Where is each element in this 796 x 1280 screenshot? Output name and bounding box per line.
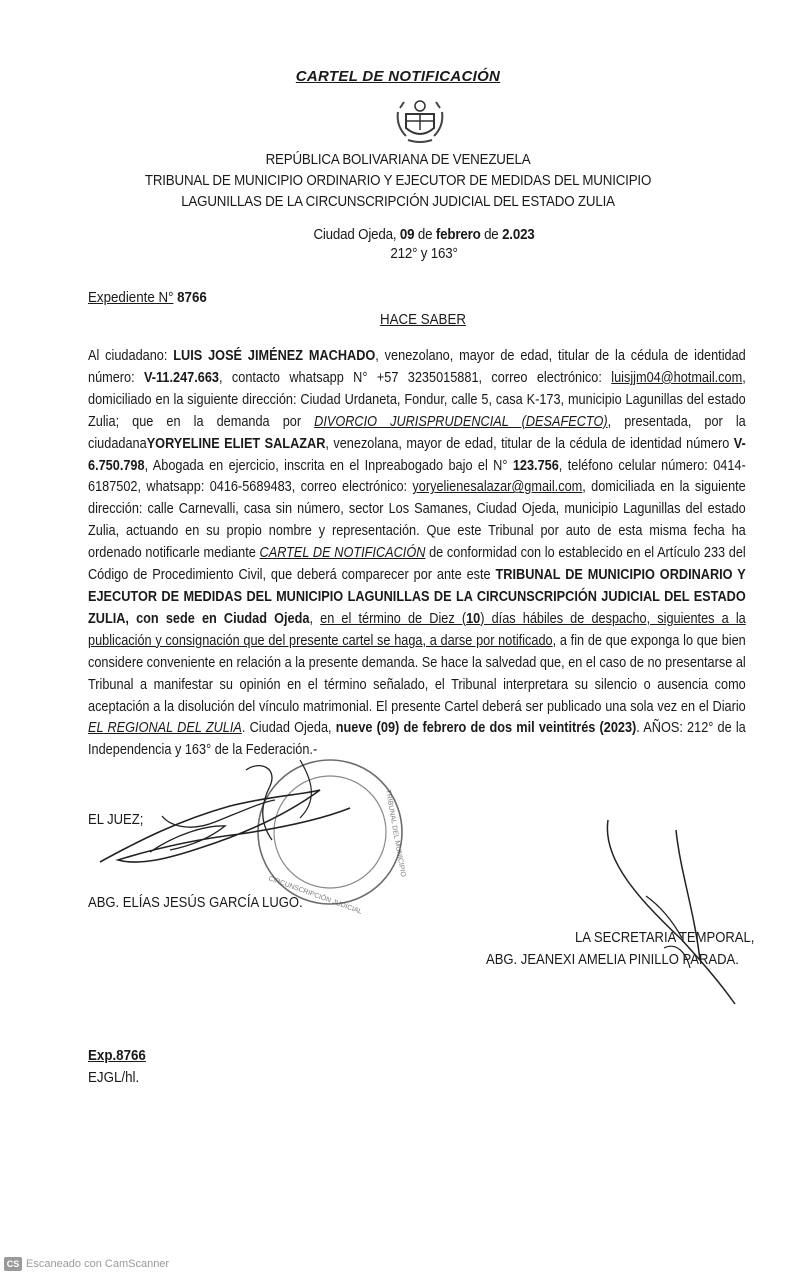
svg-text:TRIBUNAL DEL MUNICIPIO: TRIBUNAL DEL MUNICIPIO <box>384 789 407 878</box>
header-line-1: REPÚBLICA BOLIVARIANA DE VENEZUELA <box>265 152 531 168</box>
judge-name: ABG. ELÍAS JESÚS GARCÍA LUGO. <box>88 895 303 911</box>
document-title: CARTEL DE NOTIFICACIÓN <box>295 68 501 85</box>
secretary-name: ABG. JEANEXI AMELIA PINILLO PARADA. <box>486 952 739 968</box>
claimant-id: V-6.750.798 <box>88 435 746 474</box>
closing-date: nueve (09) de febrero de dos mil veintitrés (2023) <box>335 720 637 737</box>
inpre-number: 123.756 <box>512 457 559 474</box>
citizen-id: V-11.247.663 <box>144 369 220 386</box>
reference-expediente: Exp.8766 <box>88 1048 146 1064</box>
scanner-watermark <box>4 1257 169 1271</box>
juez-label: EL JUEZ; <box>88 812 144 828</box>
scanner-text: Escaneado con CamScanner <box>26 1258 170 1270</box>
svg-text:CIRCUNSCRIPCIÓN JUDICIAL: CIRCUNSCRIPCIÓN JUDICIAL <box>267 875 363 916</box>
citizen-name: LUIS JOSÉ JIMÉNEZ MACHADO <box>173 348 376 364</box>
expediente: Expediente N° 8766 <box>88 290 207 306</box>
newspaper-name: EL REGIONAL DEL ZULIA <box>88 720 242 737</box>
hace-saber-heading: HACE SABER <box>379 312 466 328</box>
claimant-email: yoryelienesalazar@gmail.com <box>412 479 583 496</box>
camscanner-icon: CS <box>4 1257 22 1271</box>
coat-of-arms-icon <box>392 92 448 148</box>
header-date: Ciudad Ojeda, 09 de febrero de 2.023 <box>313 227 535 243</box>
secretary-label: LA SECRETARIA TEMPORAL, <box>575 930 755 946</box>
case-type: DIVORCIO JURISPRUDENCIAL (DESAFECTO) <box>314 413 608 430</box>
term-clause: en el término de Diez (10) días hábiles de despacho, siguientes a la publicación y consignación que del presente cartel se haga, a darse por notificado <box>88 610 746 649</box>
cartel-term: CARTEL DE NOTIFICACIÓN <box>259 545 426 562</box>
header-years: 212° y 163° <box>390 246 458 262</box>
reference-initials: EJGL/hl. <box>88 1070 140 1086</box>
header-line-2: TRIBUNAL DE MUNICIPIO ORDINARIO Y EJECUTOR DE MEDIDAS DEL MUNICIPIO <box>144 173 652 189</box>
citizen-email: luisjjm04@hotmail.com <box>611 369 743 386</box>
header-line-3: LAGUNILLAS DE LA CIRCUNSCRIPCIÓN JUDICIAL DEL ESTADO ZULIA <box>181 194 615 210</box>
notification-body: Al ciudadano: LUIS JOSÉ JIMÉNEZ MACHADO, venezolano, mayor de edad, titular de la cédula de identidad número: V-11.247.663, contacto whatsapp N° +57 3235015881, correo electrónico: luisjjm04@hotmail.com, domiciliado en la siguiente dirección: Ciudad Urdaneta, Fondur, calle 5, casa K-173, municipio Lagunillas del estado Zulia; que en la demanda por DIVORCIO JURISPRUDENCIAL (DESAFECTO), presentada, por la ciudadanaYORYELINE ELIET SALAZAR, venezolana, mayor de edad, titular de la cédula de identidad número V-6.750.798, Abogada en ejercicio, inscrita en el Inpreabogado bajo el N° 123.756, teléfono celular número: 0414-6187502, whatsapp: 0416-5689483, correo electrónico: yoryelienesalazar@gmail.com, domiciliada en la siguiente dirección: calle Carnevalli, casa sin número, sector Los Samanes, Ciudad Ojeda, municipio Lagunillas del estado Zulia, actuando en su propio nombre y representación. Que este Tribunal por auto de esta misma fecha ha ordenado notificarle mediante CARTEL DE NOTIFICACIÓN de conformidad con lo establecido en el Artículo 233 del Código de Procedimiento Civil, que deberá comparecer por ante este TRIBUNAL DE MUNICIPIO ORDINARIO Y EJECUTOR DE MEDIDAS DEL MUNICIPIO LAGUNILLAS DE LA CIRCUNSCRIPCIÓN JUDICIAL DEL ESTADO ZULIA, con sede en Ciudad Ojeda, en el término de Diez (10) días hábiles de despacho, siguientes a la publicación y consignación que del presente cartel se haga, a darse por notificado, a fin de que exponga lo que bien considere conveniente en relación a la presente demanda. Se hace la salvedad que, en el caso de no presentarse al Tribunal a manifestar su opinión en el término señalado, el Tribunal interpretara su silencio o ausencia como aceptación a la disolución del vínculo matrimonial. El presente Cartel deberá ser publicado una sola vez en el Diario EL REGIONAL DEL ZULIA. Ciudad Ojeda, nueve (09) de febrero de dos mil veintitrés (2023). AÑOS: 212° de la Independencia y 163° de la Federación.- <box>88 348 746 759</box>
claimant-name: YORYELINE ELIET SALAZAR <box>146 435 326 452</box>
tribunal-name: TRIBUNAL DE MUNICIPIO ORDINARIO Y EJECUTOR DE MEDIDAS DEL MUNICIPIO LAGUNILLAS DE LA CIRCUNSCRIPCIÓN JUDICIAL DEL ESTADO ZULIA, con sede en Ciudad Ojeda <box>88 567 746 627</box>
